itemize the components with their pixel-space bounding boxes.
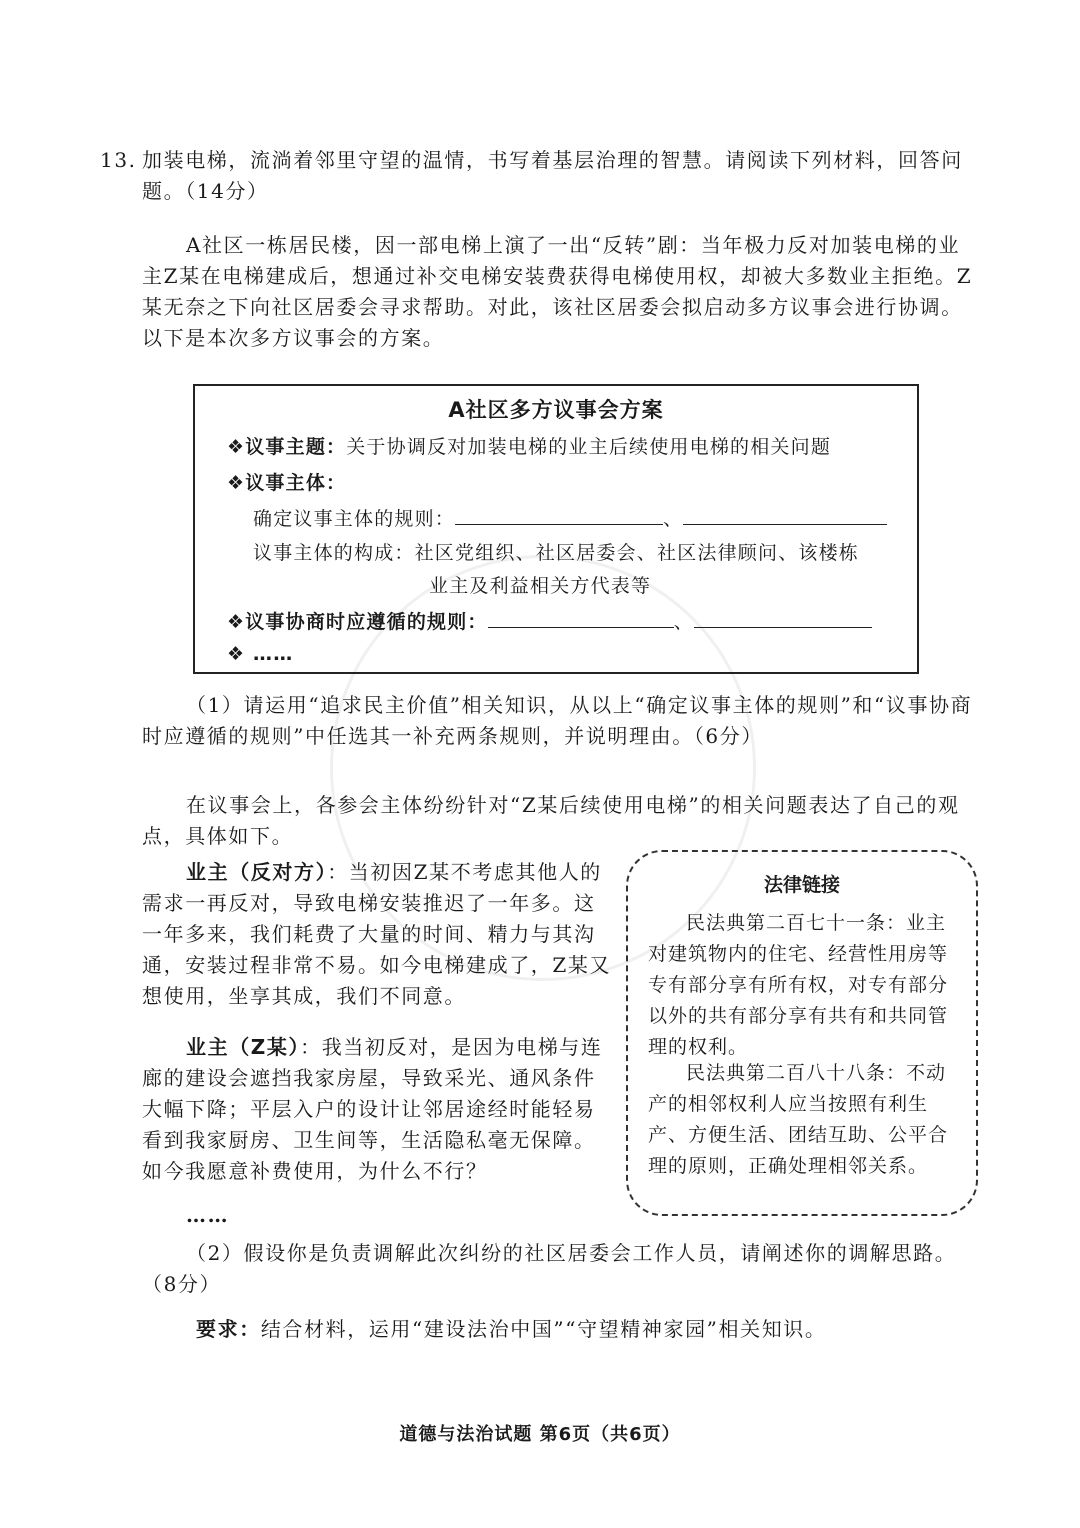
material-intro: A社区一栋居民楼，因一部电梯上演了一出“反转”剧：当年极力反对加装电梯的业主Z某在电梯建成后，想通过补交电梯安装费获得电梯使用权，却被大多数业主拒绝。Z某无奈之下向社区居委会寻求帮助。对此，该社区居委会拟启动多方议事会进行协调。以下是本次多方议事会的方案。 xyxy=(142,233,973,350)
plan-composition-text-2: 业主及利益相关方代表等 xyxy=(429,575,652,597)
plan-rule-label: 确定议事主体的规则： xyxy=(253,508,456,530)
plan-sep-2: 、 xyxy=(673,611,694,633)
plan-sep-1: 、 xyxy=(663,508,684,530)
opponent-text: ：当初因Z某不考虑其他人的需求一再反对，导致电梯安装推迟了一年多。这一年多来，我们耗费了大量的时间、精力与其沟通，安装过程非常不易。如今电梯建成了，Z某又想使用，坐享其成，我们不同意。 xyxy=(142,860,612,1008)
law-article-288: 民法典第二百八十八条：不动产的相邻权利人应当按照有利生产、方便生活、团结互助、公平合理的原则，正确处理相邻关系。 xyxy=(648,1062,949,1177)
ellipsis: …… xyxy=(186,1203,230,1227)
law-link-box xyxy=(626,850,978,1216)
requirement-label: 要求： xyxy=(196,1317,261,1341)
rule-blank-2[interactable] xyxy=(683,504,887,525)
plan-rule-line xyxy=(253,504,887,535)
consult-blank-1[interactable] xyxy=(488,607,674,628)
question-number: 13. xyxy=(100,148,137,172)
plan-composition-text-1: 社区党组织、社区居委会、社区法律顾问、该楼栋 xyxy=(414,542,860,564)
plan-consult-line xyxy=(227,607,872,638)
sub-question-1: （1）请运用“追求民主价值”相关知识，从以上“确定议事主体的规则”和“议事协商时应遵循的规则”中任选其一补充两条规则，并说明理由。（6分） xyxy=(142,693,973,748)
z-owner-label: 业主（Z某） xyxy=(186,1035,301,1059)
rule-blank-1[interactable] xyxy=(455,504,663,525)
plan-more: ❖ …… xyxy=(227,643,294,665)
question-stem: 加装电梯，流淌着邻里守望的温情，书写着基层治理的智慧。请阅读下列材料，回答问题。（14分） xyxy=(142,148,963,203)
plan-consult-label: ❖议事协商时应遵循的规则： xyxy=(227,611,488,633)
opponent-label: 业主（反对方） xyxy=(186,860,328,884)
requirement xyxy=(196,1314,976,1345)
plan-topic xyxy=(227,432,831,463)
law-title: 法律链接 xyxy=(763,874,840,896)
meeting-intro: 在议事会上，各参会主体纷纷针对“Z某后续使用电梯”的相关问题表达了自己的观点，具体如下。 xyxy=(142,793,960,848)
plan-topic-label: ❖议事主题： xyxy=(227,436,347,458)
plan-subject xyxy=(227,468,346,499)
plan-composition-cont xyxy=(429,571,651,602)
plan-composition-label: 议事主体的构成： xyxy=(253,542,415,564)
z-owner-text: ：我当初反对，是因为电梯与连廊的建设会遮挡我家房屋，导致采光、通风条件大幅下降；平层入户的设计让邻居途经时能轻易看到我家厨房、卫生间等，生活隐私毫无保障。如今我愿意补费使用，为什么不行？ xyxy=(142,1035,603,1183)
plan-box xyxy=(193,384,919,674)
plan-subject-label: ❖议事主体： xyxy=(227,472,347,494)
requirement-text: 结合材料，运用“建设法治中国”“守望精神家园”相关知识。 xyxy=(260,1317,827,1341)
law-article-271: 民法典第二百七十一条：业主对建筑物内的住宅、经营性用房等专有部分享有所有权，对专有部分以外的共有部分享有共有和共同管理的权利。 xyxy=(648,912,949,1058)
opponent-statement xyxy=(142,857,612,1012)
plan-title: A社区多方议事会方案 xyxy=(448,398,664,422)
plan-topic-text: 关于协调反对加装电梯的业主后续使用电梯的相关问题 xyxy=(346,436,832,458)
page-footer: 道德与法治试题 第6页（共6页） xyxy=(399,1424,681,1445)
z-owner-statement xyxy=(142,1032,612,1187)
plan-composition xyxy=(253,538,859,569)
consult-blank-2[interactable] xyxy=(694,607,872,628)
sub-question-2: （2）假设你是负责调解此次纠纷的社区居委会工作人员，请阐述你的调解思路。（8分） xyxy=(142,1241,957,1296)
